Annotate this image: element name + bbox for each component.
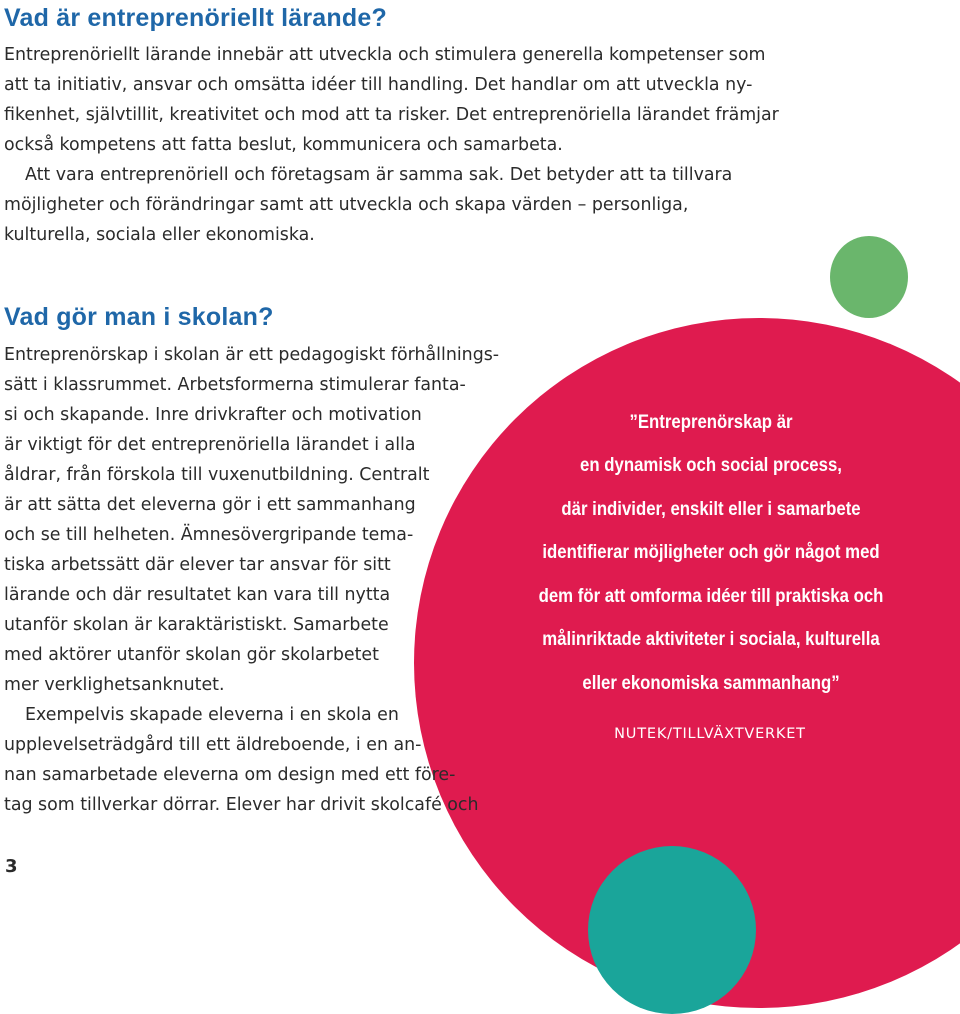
body-line: sätt i klassrummet. Arbetsformerna stimulerar fanta- [4, 375, 466, 395]
teal-decor-circle [588, 846, 756, 1014]
body-line: upplevelseträdgård till ett äldreboende, i en an- [4, 735, 422, 755]
body-line: kulturella, sociala eller ekonomiska. [4, 225, 315, 245]
quote-line: där individer, enskilt eller i samarbete [561, 498, 861, 520]
body-line: också kompetens att fatta beslut, kommunicera och samarbeta. [4, 135, 563, 155]
quote-line: ”Entreprenörskap är [629, 411, 793, 433]
quote-line: målinriktade aktiviteter i sociala, kulturella [542, 628, 880, 650]
section-heading-school: Vad gör man i skolan? [4, 303, 274, 331]
page-number: 3 [5, 856, 18, 877]
body-line: att ta initiativ, ansvar och omsätta idéer till handling. Det handlar om att utveckla ny- [4, 75, 753, 95]
body-line: si och skapande. Inre drivkrafter och motivation [4, 405, 422, 425]
body-line: tag som tillverkar dörrar. Elever har drivit skolcafé och [4, 795, 479, 815]
quote-source: NUTEK/TILLVÄXTVERKET [614, 726, 806, 742]
body-line: Entreprenöriellt lärande innebär att utveckla och stimulera generella kompetenser som [4, 45, 766, 65]
body-line: tiska arbetssätt där elever tar ansvar för sitt [4, 555, 391, 575]
quote-line: en dynamisk och social process, [580, 454, 842, 476]
quote-line: identifierar möjligheter och gör något med [542, 541, 880, 563]
body-line: nan samarbetade eleverna om design med ett före- [4, 765, 456, 785]
body-line: åldrar, från förskola till vuxenutbildning. Centralt [4, 465, 430, 485]
body-line: lärande och där resultatet kan vara till nytta [4, 585, 391, 605]
body-line: utanför skolan är karaktäristiskt. Samarbete [4, 615, 389, 635]
green-decor-circle [830, 236, 908, 318]
body-line: Entreprenörskap i skolan är ett pedagogiskt förhållnings- [4, 345, 500, 365]
body-line: är viktigt för det entreprenöriella lärandet i alla [4, 435, 416, 455]
body-line: är att sätta det eleverna gör i ett sammanhang [4, 495, 416, 515]
body-line: fikenhet, självtillit, kreativitet och mod att ta risker. Det entreprenöriella lärandet främjar [4, 105, 779, 125]
body-line: möjligheter och förändringar samt att utveckla och skapa värden – personliga, [4, 195, 689, 215]
body-line: och se till helheten. Ämnesövergripande tema- [4, 525, 414, 545]
quote-line: eller ekonomiska sammanhang” [582, 672, 840, 694]
body-line: Exempelvis skapade eleverna i en skola en [25, 705, 399, 725]
body-line: Att vara entreprenöriell och företagsam är samma sak. Det betyder att ta tillvara [25, 165, 733, 185]
quote-line: dem för att omforma idéer till praktiska och [538, 585, 884, 607]
body-line: med aktörer utanför skolan gör skolarbetet [4, 645, 379, 665]
body-line: mer verklighetsanknutet. [4, 675, 225, 695]
section-heading-what-is: Vad är entreprenöriellt lärande? [4, 4, 387, 32]
